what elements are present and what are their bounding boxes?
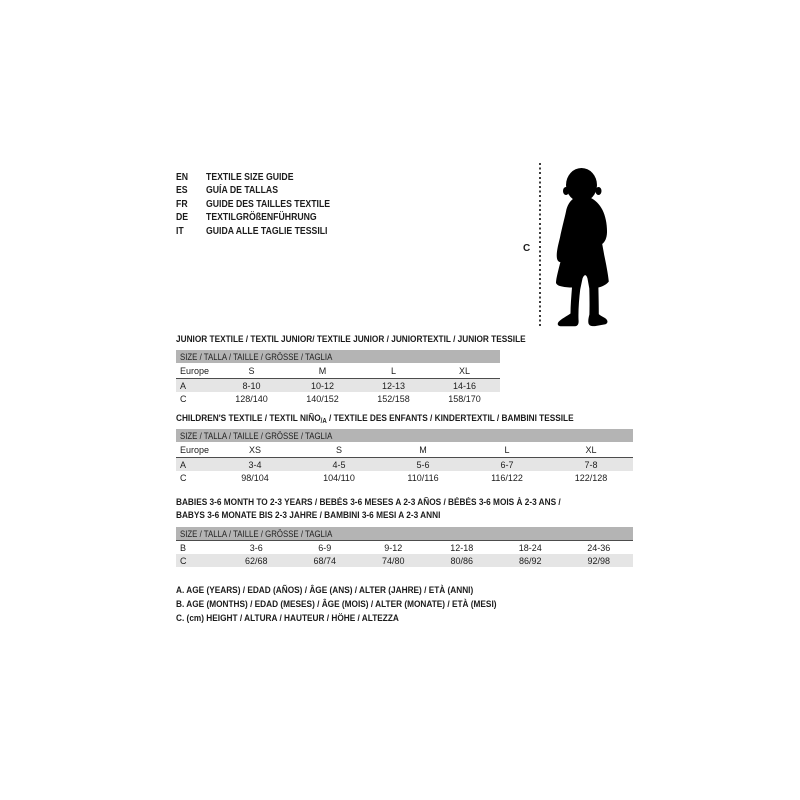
age-cell: 8-10 [216,379,287,393]
row-label: C [176,554,222,567]
size-band-label: SIZE / TALLA / TAILLE / GRÖSSE / TAGLIA [180,528,333,539]
legend-footnotes [176,584,544,626]
language-code: DE [176,212,189,224]
height-cell: 98/104 [241,472,269,483]
footnote-text: A. AGE (YEARS) / EDAD (AÑOS) / ÂGE (ANS) / ALTER (JAHRE) / ETÀ (ANNI) [176,585,474,596]
size-cell: S [297,442,381,458]
junior-table-title [176,333,578,346]
row-label: C [180,472,187,483]
size-band-row [176,429,633,442]
height-cell: 104/110 [323,472,355,483]
childrens-table-title [176,412,633,426]
age-years-row [176,379,500,393]
height-cell: 86/92 [496,554,565,567]
europe-sizes-row [176,442,633,458]
age-cell: 7-8 [549,458,633,472]
height-dimension-label: C [523,243,531,254]
europe-sizes-row [176,363,500,379]
size-cell: L [358,363,429,379]
language-row-de [176,211,349,224]
age-cell: 3-4 [213,458,297,472]
toddler-silhouette-image [546,166,630,327]
language-title: TEXTILE SIZE GUIDE [206,172,294,183]
childrens-size-table [176,429,633,484]
age-cell: 3-6 [249,542,263,553]
size-band-label: SIZE / TALLA / TAILLE / GRÖSSE / TAGLIA [180,351,333,362]
footnote-c [176,612,544,626]
age-cell: 6-7 [465,458,549,472]
size-cell: L [465,442,549,458]
row-label: Europe [176,363,216,379]
size-band-label: SIZE / TALLA / TAILLE / GRÖSSE / TAGLIA [180,430,333,441]
age-cell: 6-9 [318,542,332,553]
age-years-row [176,458,633,472]
babies-table-title-line1 [176,496,633,509]
age-cell: 4-5 [297,458,381,472]
childrens-table-title-text [176,412,574,426]
language-code: EN [176,172,189,183]
size-cell: S [216,363,287,379]
height-cell: 92/98 [565,554,634,567]
babies-table-title-line2 [176,509,633,522]
size-cell: XS [213,442,297,458]
babies-size-table [176,527,633,567]
junior-table-title-text: JUNIOR TEXTILE / TEXTIL JUNIOR/ TEXTILE JUNIOR / JUNIORTEXTIL / JUNIOR TESSILE [176,334,526,345]
size-band-row [176,527,633,541]
height-cm-row [176,554,633,567]
height-cell: 74/80 [359,554,428,567]
babies-table-title-text: BABYS 3-6 MONATE BIS 2-3 JAHRE / BAMBINI 3-6 MESI A 2-3 ANNI [176,510,441,521]
footnote-text: C. (cm) HEIGHT / ALTURA / HAUTEUR / HÖHE / ALTEZZA [176,613,399,624]
size-cell: XL [429,363,500,379]
size-cell: M [381,442,465,458]
language-title: GUIDA ALLE TAGLIE TESSILI [206,225,328,237]
age-months-row [176,541,633,555]
title-segment: / TEXTILE DES ENFANTS / KINDERTEXTIL / BAMBINI TESSILE [326,413,574,424]
age-cell: 12-13 [358,379,429,393]
height-cm-row [176,392,500,405]
age-cell: 5-6 [381,458,465,472]
language-title: GUÍA DE TALLAS [206,185,279,197]
language-row-en [176,171,349,184]
height-cell: 80/86 [428,554,497,567]
height-cell: 122/128 [574,472,608,483]
babies-table-title-text: BABIES 3-6 MONTH TO 2-3 YEARS / BEBÉS 3-6 MESES A 2-3 AÑOS / BÉBÉS 3-6 MOIS À 2-3 ANS / [176,497,561,508]
language-title: GUIDE DES TAILLES TEXTILE [206,198,331,210]
height-cm-row [176,471,633,484]
age-cell: 10-12 [287,379,358,393]
title-segment: CHILDREN'S TEXTILE / TEXTIL NIÑO [176,413,321,424]
footnote-a [176,584,544,598]
height-cell: 128/140 [235,393,268,404]
junior-size-table [176,350,500,405]
row-label: B [180,542,187,553]
babies-textile-section [176,496,633,567]
age-cell: 9-12 [384,542,403,553]
language-code: ES [176,185,188,197]
footnote-text: B. AGE (MONTHS) / EDAD (MESES) / ÂGE (MOIS) / ALTER (MONATE) / ETÀ (MESI) [176,599,497,610]
row-label: Europe [176,442,213,458]
language-title-block [176,171,349,238]
height-cell: 140/152 [306,393,339,404]
childrens-textile-section [176,412,633,484]
language-row-fr [176,198,349,211]
row-label: A [176,458,213,472]
size-cell: XL [549,442,633,458]
footnote-b [176,598,544,612]
height-cell: 158/170 [448,393,481,404]
language-code: IT [176,225,184,237]
height-measure-line [539,163,541,326]
junior-textile-section [176,333,578,405]
title-subscript: /A [320,418,327,425]
size-band-row [176,350,500,363]
age-cell: 12-18 [450,542,474,553]
age-cell: 24-36 [587,542,611,553]
height-cell: 110/116 [407,472,439,483]
language-code: FR [176,198,188,210]
height-cell: 68/74 [291,554,360,567]
row-label: A [176,379,216,393]
language-row-es [176,184,349,197]
height-cell: 116/122 [491,472,523,483]
age-cell: 18-24 [518,542,542,553]
height-cell: 152/158 [377,393,410,404]
row-label: C [180,393,187,404]
language-row-it [176,225,349,238]
size-cell: M [287,363,358,379]
age-cell: 14-16 [429,379,500,393]
language-title: TEXTILGRÖßENFÜHRUNG [206,212,317,224]
height-cell: 62/68 [222,554,291,567]
